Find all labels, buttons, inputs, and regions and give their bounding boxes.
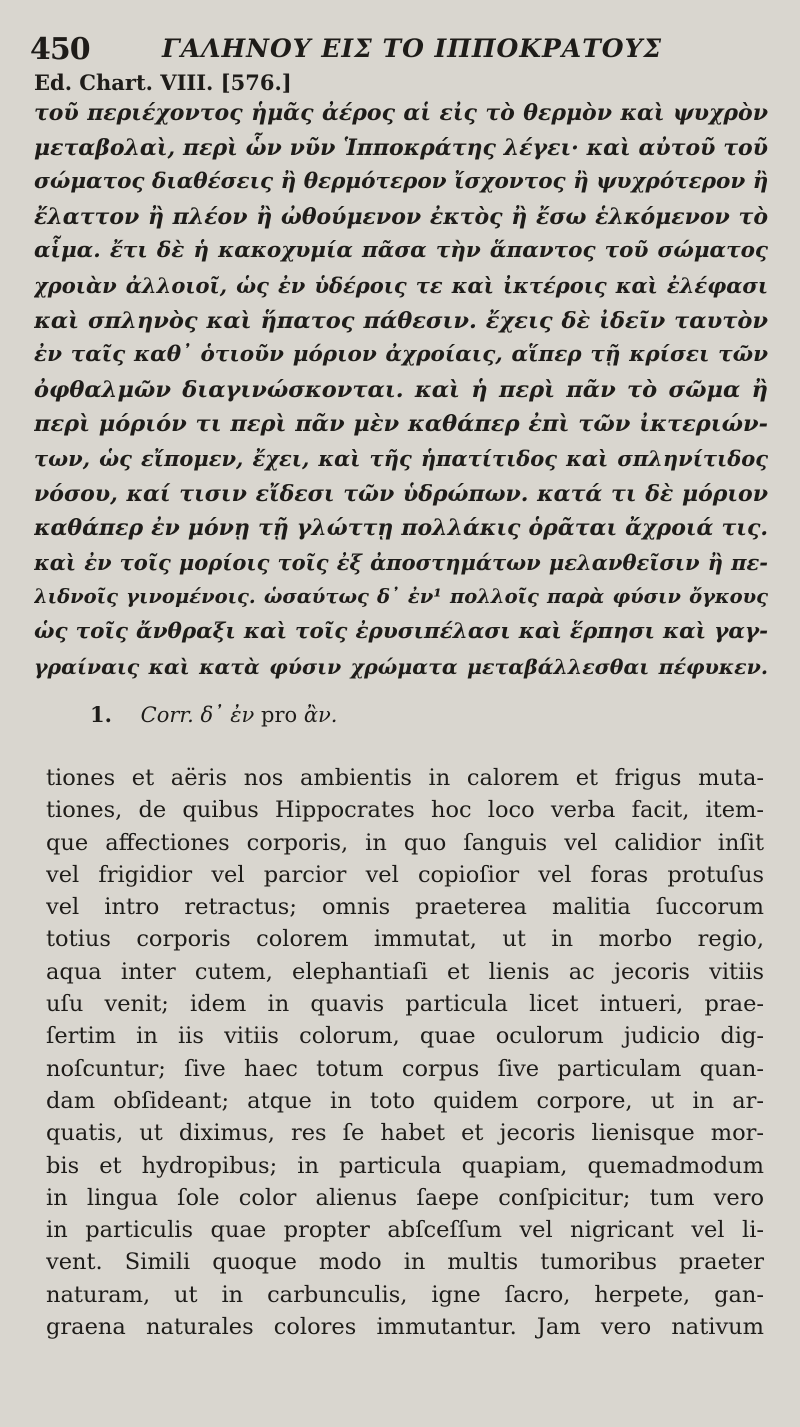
latin-line: vel intro retractus; omnis praeterea malitia ſuccorum (46, 894, 764, 921)
latin-line: que affectiones corporis, in quo ſanguis vel calidior inſit (46, 829, 764, 856)
greek-line: τοῦ περιέχοντος ἡμᾶς ἀέρος αἱ εἰς τὸ θερμὸν καὶ ψυχρὸν (34, 100, 768, 126)
latin-line: tiones et aëris nos ambientis in calorem et frigus muta- (46, 765, 764, 791)
greek-line: ἐν ταῖς καθ᾽ ὁτιοῦν μόριον ἀχροίαις, αἵπερ τῇ κρίσει τῶν (34, 342, 768, 368)
latin-line: in particulis quae propter abſceſſum vel nigricant vel li- (46, 1217, 764, 1244)
greek-line: περὶ μόριόν τι περὶ πᾶν μὲν καθάπερ ἐπὶ τῶν ἰκτεριών- (34, 411, 768, 438)
footnote (90, 702, 337, 727)
latin-line: graena naturales colores immutantur. Jam vero nativum (46, 1314, 764, 1341)
greek-line: ὀφθαλμῶν διαγινώσκονται. καὶ ἡ περὶ πᾶν τὸ σῶμα ἢ (34, 376, 768, 403)
footnote-word: pro (261, 703, 298, 727)
greek-line: γραίναις καὶ κατὰ φύσιν χρώματα μεταβάλλεσθαι πέφυκεν. (34, 654, 768, 679)
latin-line: quatis, ut diximus, res ſe habet et jecoris lienisque mor- (46, 1120, 764, 1147)
greek-line: μεταβολαὶ, περὶ ὧν νῦν Ἱπποκράτης λέγει· καὶ αὐτοῦ τοῦ (34, 134, 768, 161)
greek-line: νόσου, καί τισιν εἴδεσι τῶν ὑδρώπων. κατά τι δὲ μόριον (34, 480, 768, 507)
latin-line: tiones, de quibus Hippocrates hoc loco verba facit, item- (46, 797, 764, 824)
footnote-abbreviation: Corr. (140, 703, 194, 727)
footnote-number: 1. (90, 702, 112, 727)
greek-line: καὶ σπληνὸς καὶ ἥπατος πάθεσιν. ἔχεις δὲ ἰδεῖν ταυτὸν (34, 307, 768, 334)
page-number: 450 (30, 32, 90, 67)
latin-line: naturam, ut in carbunculis, igne ſacro, herpete, gan- (46, 1281, 764, 1308)
greek-line: ἔλαττον ἢ πλέον ἢ ὠθούμενον ἐκτὸς ἢ ἔσω ἑλκόμενον τὸ (34, 203, 768, 230)
greek-text-block (34, 96, 768, 684)
latin-line: aqua inter cutem, elephantiaſi et lienis ac jecoris vitiis (46, 958, 764, 985)
latin-line: vent. Simili quoque modo in multis tumoribus praeter (46, 1249, 764, 1276)
greek-line: αἷμα. ἔτι δὲ ἡ κακοχυμία πᾶσα τὴν ἅπαντος τοῦ σώματος (34, 238, 768, 264)
latin-line: totius corporis colorem immutat, ut in morbo regio, (46, 926, 764, 953)
latin-line: ſertim in iis vitiis colorum, quae oculorum judicio dig- (46, 1023, 764, 1050)
latin-line: in lingua ſole color alienus ſaepe conſpicitur; tum vero (46, 1184, 764, 1211)
greek-line: των, ὡς εἴπομεν, ἔχει, καὶ τῆς ἡπατίτιδος καὶ σπληνίτιδος (34, 445, 768, 471)
greek-line: καθάπερ ἐν μόνῃ τῇ γλώττῃ πολλάκις ὁρᾶται ἄχροιά τις. (34, 515, 768, 542)
greek-line: σώματος διαθέσεις ἢ θερμότερον ἴσχοντος ἢ ψυχρότερον ἢ (34, 169, 768, 195)
latin-line: noſcuntur; ſive haec totum corpus ſive particulam quan- (46, 1055, 764, 1082)
latin-line: vel frigidior vel parcior vel copioſior vel foras protuſus (46, 861, 764, 888)
greek-line: λιδνοῖς γινομένοις. ὡσαύτως δ᾽ ἐν¹ πολλοῖς παρὰ φύσιν ὄγκους (34, 585, 768, 609)
edition-reference: Ed. Chart. VIII. [576.] (34, 70, 292, 95)
running-title: ΓΑΛΗΝΟΥ ΕΙΣ ΤΟ ΙΠΠΟΚΡΑΤΟΥΣ (162, 34, 663, 63)
footnote-greek-2: ἂν. (303, 703, 338, 727)
page-header (30, 28, 770, 68)
latin-line: bis et hydropibus; in particula quapiam, quemadmodum (46, 1152, 764, 1179)
latin-line: uſu venit; idem in quavis particula licet intueri, prae- (46, 991, 764, 1018)
latin-line: dam obſideant; atque in toto quidem corpore, ut in ar- (46, 1087, 764, 1114)
greek-line: ὡς τοῖς ἄνθραξι καὶ τοῖς ἐρυσιπέλασι καὶ ἕρπησι καὶ γαγ- (34, 618, 768, 644)
greek-line: καὶ ἐν τοῖς μορίοις τοῖς ἐξ ἀποστημάτων μελανθεῖσιν ἢ πε- (34, 549, 768, 575)
latin-text-block (46, 762, 764, 1343)
footnote-greek: δ᾽ ἐν (200, 703, 255, 727)
greek-line: χροιὰν ἀλλοιοῖ, ὡς ἐν ὑδέροις τε καὶ ἰκτέροις καὶ ἐλέφασι (34, 272, 768, 298)
